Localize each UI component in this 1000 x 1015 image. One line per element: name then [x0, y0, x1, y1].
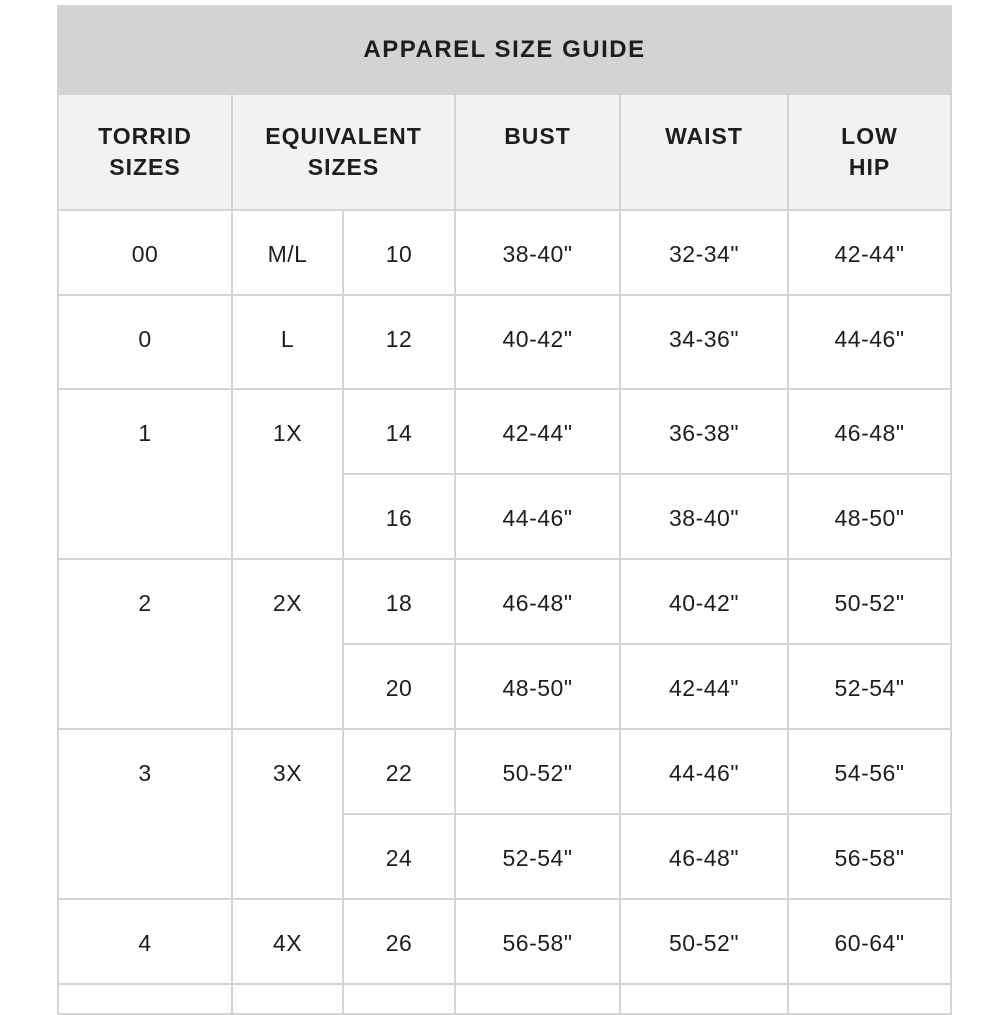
letter-size-cell: M/L: [232, 210, 343, 295]
bust-cell: 38-40": [455, 210, 620, 295]
low-hip-cell: 50-52": [788, 559, 951, 644]
header-bust: BUST: [455, 94, 620, 210]
header-torrid-sizes: [58, 94, 232, 210]
table-row-cutoff: [58, 984, 951, 1014]
bust-cell: 40-42": [455, 295, 620, 389]
low-hip-cell: 46-48": [788, 389, 951, 474]
waist-cell: 46-48": [620, 814, 788, 899]
empty-cell: [788, 984, 951, 1014]
numeric-size-cell: 16: [343, 474, 455, 559]
low-hip-cell: 54-56": [788, 729, 951, 814]
table-row: [58, 389, 951, 474]
bust-cell: 42-44": [455, 389, 620, 474]
waist-cell: 44-46": [620, 729, 788, 814]
low-hip-cell: 42-44": [788, 210, 951, 295]
low-hip-cell: 52-54": [788, 644, 951, 729]
table-row: [58, 295, 951, 389]
table-row: [58, 559, 951, 644]
table-row: [58, 210, 951, 295]
waist-cell: 42-44": [620, 644, 788, 729]
header-equivalent-sizes: [232, 94, 455, 210]
bust-cell: 46-48": [455, 559, 620, 644]
numeric-size-cell: 22: [343, 729, 455, 814]
empty-cell: [455, 984, 620, 1014]
bust-cell: 48-50": [455, 644, 620, 729]
numeric-size-cell: 14: [343, 389, 455, 474]
empty-cell: [232, 984, 343, 1014]
header-low-hip-label: LOW HIP: [841, 123, 898, 180]
letter-size-cell: L: [232, 295, 343, 389]
numeric-size-cell: 24: [343, 814, 455, 899]
waist-cell: 40-42": [620, 559, 788, 644]
waist-cell: 38-40": [620, 474, 788, 559]
bust-cell: 50-52": [455, 729, 620, 814]
torrid-size-cell: 00: [58, 210, 232, 295]
low-hip-cell: 56-58": [788, 814, 951, 899]
empty-cell: [58, 984, 232, 1014]
torrid-size-cell: 1: [58, 389, 232, 559]
waist-cell: 36-38": [620, 389, 788, 474]
numeric-size-cell: 18: [343, 559, 455, 644]
empty-cell: [620, 984, 788, 1014]
waist-cell: 50-52": [620, 899, 788, 984]
header-waist: WAIST: [620, 94, 788, 210]
torrid-size-cell: 4: [58, 899, 232, 984]
table-row: [58, 729, 951, 814]
bust-cell: 52-54": [455, 814, 620, 899]
waist-cell: 34-36": [620, 295, 788, 389]
letter-size-cell: 3X: [232, 729, 343, 899]
size-guide-table: [57, 5, 952, 1015]
low-hip-cell: 60-64": [788, 899, 951, 984]
waist-cell: 32-34": [620, 210, 788, 295]
header-equivalent-label: EQUIVALENT SIZES: [265, 123, 422, 180]
letter-size-cell: 2X: [232, 559, 343, 729]
numeric-size-cell: 12: [343, 295, 455, 389]
low-hip-cell: 48-50": [788, 474, 951, 559]
torrid-size-cell: 0: [58, 295, 232, 389]
bust-cell: 44-46": [455, 474, 620, 559]
table-row: [58, 899, 951, 984]
low-hip-cell: 44-46": [788, 295, 951, 389]
torrid-size-cell: 2: [58, 559, 232, 729]
letter-size-cell: 4X: [232, 899, 343, 984]
table-title: APPAREL SIZE GUIDE: [58, 6, 951, 94]
numeric-size-cell: 26: [343, 899, 455, 984]
header-low-hip: [788, 94, 951, 210]
numeric-size-cell: 20: [343, 644, 455, 729]
numeric-size-cell: 10: [343, 210, 455, 295]
header-torrid-label: TORRID SIZES: [98, 123, 192, 180]
torrid-size-cell: 3: [58, 729, 232, 899]
letter-size-cell: 1X: [232, 389, 343, 559]
empty-cell: [343, 984, 455, 1014]
bust-cell: 56-58": [455, 899, 620, 984]
